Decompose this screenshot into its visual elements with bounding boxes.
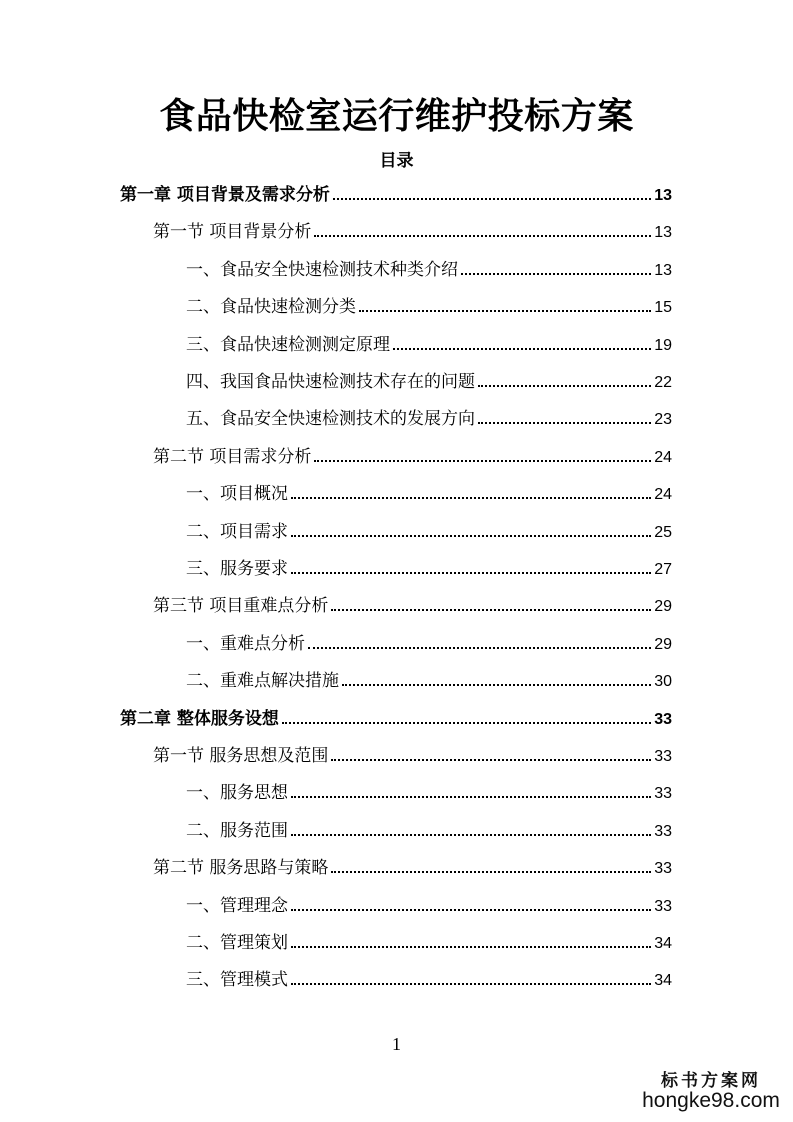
toc-entry-page: 34: [654, 972, 672, 990]
toc-leader-dots: [359, 310, 651, 312]
toc-entry-label: 第一节 项目背景分析: [153, 222, 312, 243]
toc-leader-dots: [291, 497, 651, 499]
toc-leader-dots: [461, 273, 651, 275]
toc-entry-label: 一、管理理念: [186, 895, 288, 916]
toc-entry[interactable]: [186, 474, 672, 504]
toc-leader-dots: [308, 647, 651, 649]
toc-leader-dots: [314, 460, 651, 462]
toc-heading: 目录: [379, 151, 414, 171]
toc-entry-page: 19: [654, 336, 672, 354]
toc-entry[interactable]: [186, 549, 672, 579]
toc-leader-dots: [478, 422, 651, 424]
toc-entry[interactable]: [186, 661, 672, 691]
toc-entry-page: 33: [654, 822, 672, 840]
toc-entry-label: 二、项目需求: [186, 521, 288, 542]
toc-entry-page: 33: [654, 897, 672, 915]
toc-entry[interactable]: [186, 624, 672, 654]
toc-entry-label: 一、服务思想: [186, 783, 288, 804]
toc-entry[interactable]: [153, 437, 672, 467]
toc-entry[interactable]: [186, 811, 672, 841]
toc-entry-page: 30: [654, 673, 672, 691]
toc-entry-label: 三、管理模式: [186, 970, 288, 991]
toc-entry[interactable]: [186, 250, 672, 280]
toc-entry-label: 二、服务范围: [186, 820, 288, 841]
toc-leader-dots: [331, 759, 651, 761]
toc-leader-dots: [342, 684, 651, 686]
toc-entry[interactable]: [186, 960, 672, 990]
toc-entry-label: 五、食品安全快速检测技术的发展方向: [186, 409, 475, 430]
toc-entry-page: 25: [654, 523, 672, 541]
toc-entry-label: 第二节 服务思路与策略: [153, 858, 329, 879]
toc-entry-page: 34: [654, 935, 672, 952]
site-watermark: [641, 1066, 781, 1113]
toc-leader-dots: [291, 796, 651, 798]
toc-entry-label: 第一章 项目背景及需求分析: [120, 185, 330, 205]
toc-entry[interactable]: [120, 175, 672, 205]
toc-entry-page: 33: [654, 860, 672, 878]
toc-leader-dots: [331, 609, 651, 611]
toc-entry-label: 二、重难点解决措施: [186, 671, 339, 692]
page-number: 1: [392, 1034, 401, 1054]
toc-entry-label: 一、食品安全快速检测技术种类介绍: [186, 259, 458, 280]
toc-leader-dots: [331, 871, 651, 873]
toc-leader-dots: [314, 235, 651, 237]
toc-entry[interactable]: [186, 923, 672, 953]
toc-entry-page: 27: [654, 561, 672, 578]
document-title: 食品快检室运行维护投标方案: [159, 96, 634, 137]
toc-entry-page: 29: [654, 598, 672, 616]
toc-entry-label: 第二章 整体服务设想: [120, 708, 279, 729]
toc-entry-page: 13: [654, 224, 672, 242]
toc-entry-label: 第三节 项目重难点分析: [153, 596, 329, 617]
toc-entry-label: 三、服务要求: [186, 559, 288, 579]
toc-entry-page: 13: [654, 261, 672, 279]
toc-leader-dots: [478, 385, 651, 387]
toc-entry-page: 22: [654, 374, 672, 391]
toc-leader-dots: [393, 348, 651, 350]
toc-entry-page: 24: [654, 486, 672, 504]
toc-entry-label: 二、管理策划: [186, 933, 288, 953]
toc-entry[interactable]: [120, 699, 672, 729]
toc-entry-page: 33: [654, 785, 672, 803]
toc-leader-dots: [291, 946, 651, 948]
toc-entry-label: 一、项目概况: [186, 484, 288, 505]
toc-entry[interactable]: [186, 287, 672, 317]
toc-leader-dots: [282, 722, 651, 724]
toc-entry[interactable]: [186, 773, 672, 803]
toc-entry[interactable]: [186, 362, 672, 392]
toc-entry-page: 24: [654, 448, 672, 466]
watermark-url: hongke98.com: [642, 1089, 780, 1112]
toc-entry[interactable]: [153, 586, 672, 616]
toc-leader-dots: [291, 572, 651, 574]
toc-entry[interactable]: [186, 512, 672, 542]
toc-entry-label: 第一节 服务思想及范围: [153, 746, 329, 766]
toc-entry-page: 33: [654, 748, 672, 765]
toc-entry[interactable]: [153, 212, 672, 242]
toc-entry-label: 一、重难点分析: [186, 633, 305, 654]
toc-entry[interactable]: [186, 325, 672, 355]
toc-entry-page: 29: [654, 635, 672, 653]
toc-entry-page: 15: [654, 299, 672, 317]
toc-leader-dots: [291, 834, 651, 836]
toc-entry-label: 第二节 项目需求分析: [153, 446, 312, 467]
toc-entry-label: 四、我国食品快速检测技术存在的问题: [186, 372, 475, 392]
toc-entry-label: 二、食品快速检测分类: [186, 297, 356, 318]
toc-leader-dots: [333, 198, 651, 200]
toc-entry[interactable]: [153, 848, 672, 878]
toc-entry[interactable]: [186, 399, 672, 429]
toc-entry-page: 13: [654, 187, 672, 204]
toc-entry-page: 33: [654, 710, 672, 728]
toc-entry[interactable]: [153, 736, 672, 766]
toc-entry[interactable]: [186, 886, 672, 916]
toc-entry-label: 三、食品快速检测测定原理: [186, 334, 390, 355]
watermark-name: 标书方案网: [661, 1071, 761, 1091]
toc-leader-dots: [291, 535, 651, 537]
toc-leader-dots: [291, 983, 651, 985]
toc-leader-dots: [291, 909, 651, 911]
toc-entry-page: 23: [654, 411, 672, 429]
